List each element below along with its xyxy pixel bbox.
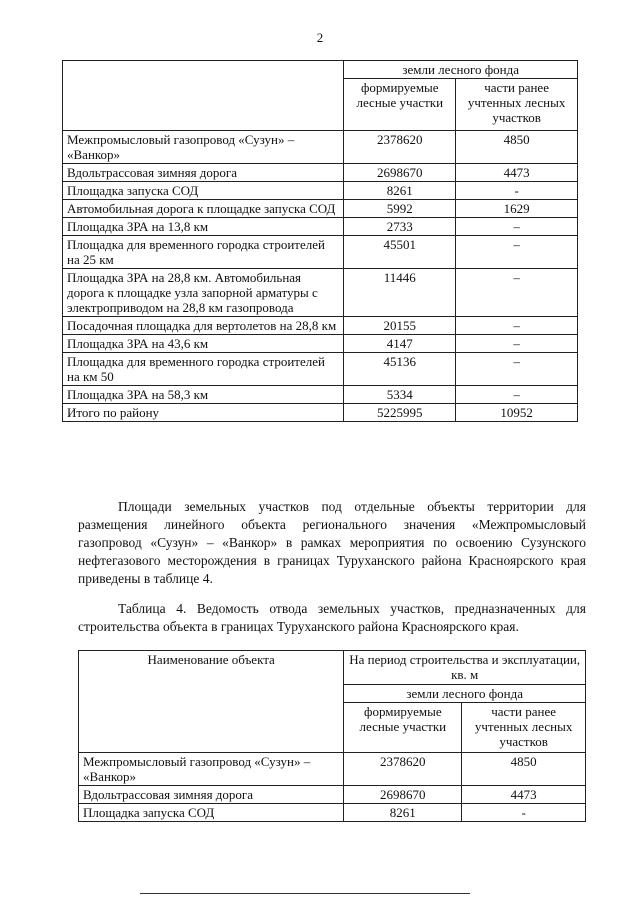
row-value-formed-cell: 5225995 <box>344 404 456 422</box>
row-name-cell: Площадка ЗРА на 43,6 км <box>63 335 344 353</box>
table2-name-header: Наименование объекта <box>79 651 344 753</box>
row-value-formed-cell: 2378620 <box>344 753 462 786</box>
row-value-previous-cell: 4850 <box>462 753 586 786</box>
land-allocation-table-continued <box>62 60 578 422</box>
row-value-previous-cell: 4473 <box>462 786 586 804</box>
row-value-previous-cell: 4473 <box>456 164 578 182</box>
row-value-previous-cell: – <box>456 269 578 317</box>
row-name-cell: Площадка для временного городка строителей на км 50 <box>63 353 344 386</box>
row-name-cell: Площадка ЗРА на 28,8 км. Автомобильная дорога к площадке узла запорной арматуры с электроприводом на 28,8 км газопровода <box>63 269 344 317</box>
table-row <box>63 386 578 404</box>
table2-col-a-header: формируемые лесные участки <box>344 703 462 753</box>
row-name-cell: Вдольтрассовая зимняя дорога <box>79 786 344 804</box>
row-name-cell: Межпромысловый газопровод «Сузун» – «Ванкор» <box>79 753 344 786</box>
table1-name-header-empty <box>63 61 344 131</box>
table-row <box>63 182 578 200</box>
table1-col-a-header: формируемые лесные участки <box>344 79 456 131</box>
table-row <box>79 753 586 786</box>
table-row <box>63 236 578 269</box>
row-value-previous-cell: – <box>456 386 578 404</box>
row-value-formed-cell: 8261 <box>344 804 462 822</box>
row-value-formed-cell: 45136 <box>344 353 456 386</box>
table-row <box>63 335 578 353</box>
row-value-formed-cell: 2698670 <box>344 164 456 182</box>
table-row <box>79 804 586 822</box>
row-name-cell: Площадка ЗРА на 58,3 км <box>63 386 344 404</box>
row-value-formed-cell: 4147 <box>344 335 456 353</box>
row-value-previous-cell: 4850 <box>456 131 578 164</box>
table2-period-header: На период строительства и эксплуатации, кв. м <box>344 651 586 685</box>
row-value-previous-cell: - <box>456 182 578 200</box>
table2-col-b-header: части ранее учтенных лесных участков <box>462 703 586 753</box>
table1-group-header: земли лесного фонда <box>344 61 578 79</box>
row-value-previous-cell: - <box>462 804 586 822</box>
table-row <box>63 200 578 218</box>
table2-group-header: земли лесного фонда <box>344 685 586 703</box>
row-value-formed-cell: 2378620 <box>344 131 456 164</box>
row-value-formed-cell: 11446 <box>344 269 456 317</box>
row-value-formed-cell: 2733 <box>344 218 456 236</box>
row-value-previous-cell: – <box>456 353 578 386</box>
page-number: 2 <box>316 30 324 45</box>
row-value-formed-cell: 45501 <box>344 236 456 269</box>
table4-caption: Таблица 4. Ведомость отвода земельных участков, предназначенных для строительства объекта в границах Туруханского района Красноярского края. <box>78 601 586 634</box>
table-4-land-allocation <box>78 650 586 822</box>
row-value-formed-cell: 5334 <box>344 386 456 404</box>
table-row <box>63 131 578 164</box>
row-value-previous-cell: 10952 <box>456 404 578 422</box>
row-value-previous-cell: – <box>456 218 578 236</box>
row-value-previous-cell: – <box>456 335 578 353</box>
table-row <box>63 317 578 335</box>
row-name-cell: Межпромысловый газопровод «Сузун» – «Ванкор» <box>63 131 344 164</box>
table-row <box>63 353 578 386</box>
row-value-formed-cell: 20155 <box>344 317 456 335</box>
row-name-cell: Площадка для временного городка строителей на 25 км <box>63 236 344 269</box>
footer-rule <box>140 893 470 894</box>
table-row <box>63 164 578 182</box>
row-value-formed-cell: 8261 <box>344 182 456 200</box>
table-row <box>63 404 578 422</box>
row-value-previous-cell: – <box>456 317 578 335</box>
row-value-formed-cell: 5992 <box>344 200 456 218</box>
paragraph-area-description: Площади земельных участков под отдельные объекты территории для размещения линейного объекта регионального значения «Межпромысловый газопровод «Сузун» – «Ванкор» в рамках мероприятия по освоению Сузунского нефтегазового месторождения в границах Туруханского района Красноярского края приведены в таблице 4. <box>78 499 586 586</box>
row-name-cell: Вдольтрассовая зимняя дорога <box>63 164 344 182</box>
row-name-cell: Площадка запуска СОД <box>79 804 344 822</box>
row-value-previous-cell: – <box>456 236 578 269</box>
row-value-previous-cell: 1629 <box>456 200 578 218</box>
row-name-cell: Площадка запуска СОД <box>63 182 344 200</box>
row-name-cell: Посадочная площадка для вертолетов на 28,8 км <box>63 317 344 335</box>
table-row <box>63 269 578 317</box>
row-name-cell: Автомобильная дорога к площадке запуска СОД <box>63 200 344 218</box>
table-row <box>63 218 578 236</box>
table-row <box>79 786 586 804</box>
row-value-formed-cell: 2698670 <box>344 786 462 804</box>
table1-col-b-header: части ранее учтенных лесных участков <box>456 79 578 131</box>
row-name-cell: Площадка ЗРА на 13,8 км <box>63 218 344 236</box>
row-name-cell: Итого по району <box>63 404 344 422</box>
